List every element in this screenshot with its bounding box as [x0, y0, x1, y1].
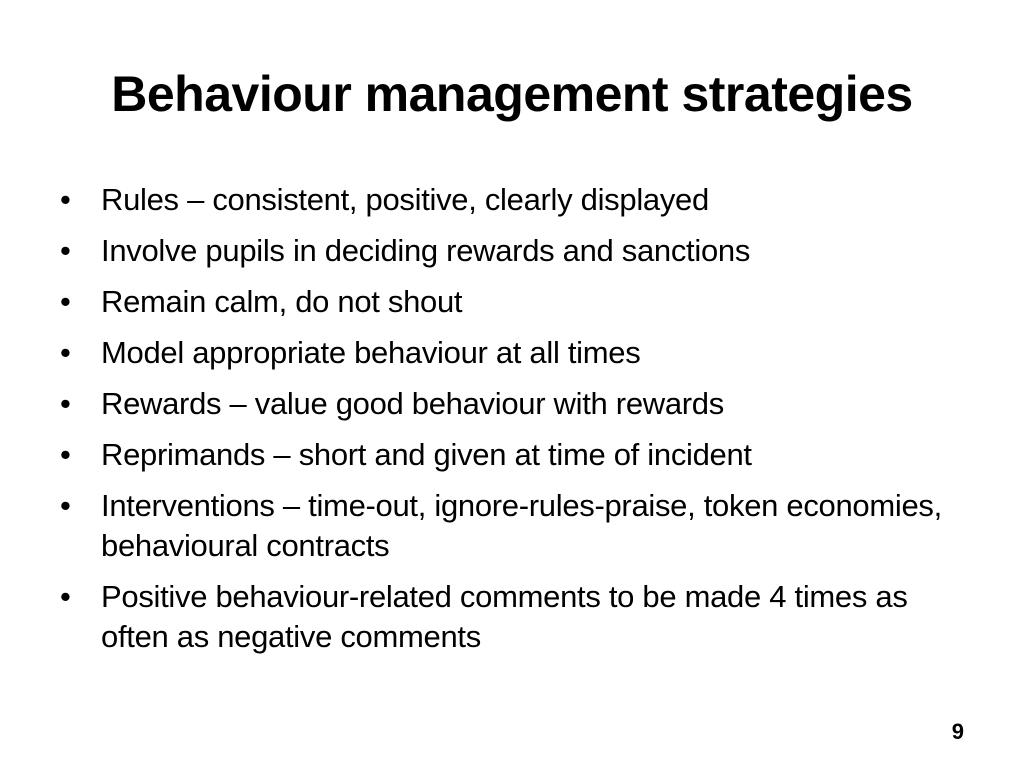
bullet-item: • Reprimands – short and given at time of incident: [58, 435, 978, 475]
bullet-item: • Interventions – time-out, ignore-rules-praise, token economies, behavioural contracts: [58, 486, 978, 566]
bullet-item: • Remain calm, do not shout: [58, 282, 978, 322]
bullet-list: [58, 180, 978, 668]
page-number: 9: [951, 719, 964, 744]
slide-title: Behaviour management strategies: [111, 66, 913, 122]
bullet-item: • Involve pupils in deciding rewards and sanctions: [58, 231, 978, 271]
bullet-item: • Model appropriate behaviour at all times: [58, 333, 978, 373]
bullet-item: • Rewards – value good behaviour with rewards: [58, 384, 978, 424]
bullet-item: • Rules – consistent, positive, clearly displayed: [58, 180, 978, 220]
bullet-item: • Positive behaviour-related comments to be made 4 times as often as negative comments: [58, 577, 978, 657]
